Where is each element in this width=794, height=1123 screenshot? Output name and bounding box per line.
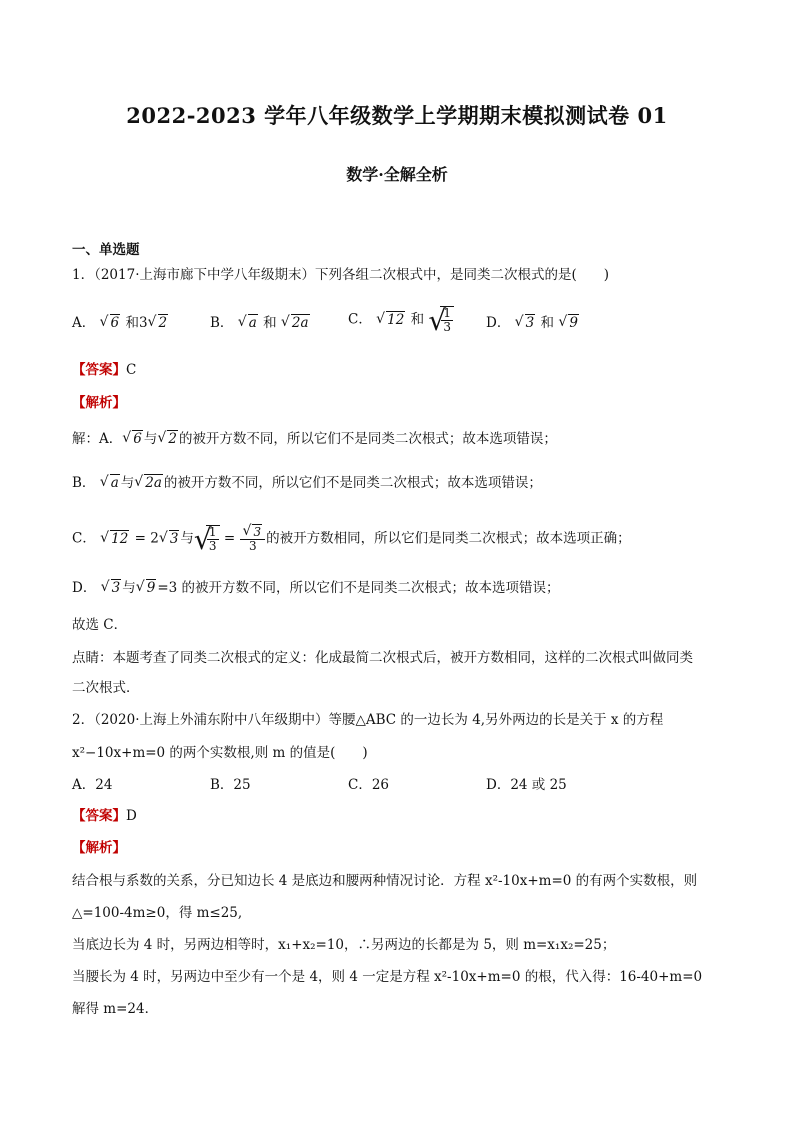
q1-sol-a-prefix: 解：A．: [72, 431, 123, 447]
q1-option-c-and: 和: [410, 311, 425, 328]
q1-sol-b-text: 的被开方数不同，所以它们不是同类二次根式；故本选项错误；: [163, 475, 542, 491]
q2-stem-line-2: x²−10x+m=0 的两个实数根,则 m 的值是( ): [72, 745, 368, 761]
q1-answer: [72, 360, 136, 380]
q2-option-a: A．24: [72, 777, 113, 793]
sqrt-6-sol: √ 6: [122, 429, 143, 449]
q1-analysis-label: 【解析】: [72, 395, 126, 411]
q2-option-d: D．24 或 25: [486, 777, 567, 793]
q1-sol-c-with: 与: [180, 530, 194, 547]
q1-solution-c: C． √ 12 = 2√ 3 与 √ $\frac{1}{3}$ = √ $\frac{3}{3}$ 的被开方数相同，所以它们是同类二次根式；故本选项正确；: [72, 525, 631, 553]
sqrt-9: √ 9: [558, 313, 579, 333]
q2-option-c: C．26: [348, 777, 390, 793]
sqrt-6: √ 6: [100, 313, 121, 333]
page-subtitle: 数学·全解全析: [346, 165, 448, 184]
q2-answer-value: D: [126, 808, 137, 824]
sqrt-12: √ 12: [376, 310, 405, 330]
q1-option-b-and: 和: [263, 315, 277, 331]
sqrt-a: √ a: [238, 313, 258, 333]
q2-answer: [72, 806, 137, 826]
q1-sol-d-with: 与: [122, 580, 136, 596]
page-title: 2022-2023 学年八年级数学上学期期末模拟测试卷 01: [126, 103, 668, 128]
q1-comment-line-1: 点睛：本题考查了同类二次根式的定义：化成最简二次根式后，被开方数相同，这样的二次根式叫做同类: [72, 650, 693, 666]
q1-solution-d: [72, 578, 560, 598]
q1-analysis-tag: [72, 393, 126, 413]
q1-option-d-and: 和: [540, 315, 555, 331]
sqrt-3-sol-d: √ 3: [101, 578, 122, 598]
q1-solution-b: [72, 473, 542, 493]
q1-option-c: [348, 306, 454, 334]
q2-solution-line-3: 当底边长为 4 时，另两边相等时，x₁+x₂=10，∴另两边的长都是为 5，则 m=x₁x₂=25；: [72, 937, 616, 953]
q1-option-c-label: C．: [348, 311, 372, 328]
sqrt-2: √ 2: [148, 313, 169, 333]
sqrt-2a-sol: √ 2a: [134, 473, 163, 493]
q1-sol-c-text: 的被开方数相同，所以它们是同类二次根式；故本选项正确；: [266, 530, 631, 547]
q1-choose: 故选 C．: [72, 617, 128, 633]
q2-solution-line-4: 当腰长为 4 时，另两边中至少有一个是 4，则 4 一定是方程 x²-10x+m=0 的根，代入得：16-40+m=0: [72, 969, 703, 985]
q1-option-d: [486, 313, 580, 333]
sqrt-3: √ 3: [515, 313, 536, 333]
q1-option-b: [210, 313, 311, 333]
q1-answer-value: C: [126, 362, 137, 378]
q1-sol-b-with: 与: [120, 475, 135, 491]
q2-option-b: B．25: [210, 777, 251, 793]
q1-answer-tag: 【答案】: [72, 362, 126, 378]
q1-comment-line-2: 二次根式．: [72, 680, 140, 696]
q1-solution-a: [72, 429, 557, 449]
q1-sol-d-text: =3 的被开方数不同，所以它们不是同类二次根式；故本选项错误；: [157, 580, 560, 596]
sqrt-a-sol: √ a: [100, 473, 120, 493]
q1-sol-a-text: 的被开方数不同，所以它们不是同类二次根式；故本选项错误；: [178, 431, 557, 447]
q2-answer-tag: 【答案】: [72, 808, 126, 824]
sqrt-12-sol: √ 12: [100, 529, 129, 549]
q2-stem-line-1: 2．（2020·上海上外浦东附中八年级期中）等腰△ABC 的一边长为 4,另外两边的长是关于 x 的方程: [72, 712, 664, 728]
q1-option-a: A． √ 6 和3√ 2: [72, 313, 169, 333]
section-heading: 一、单选题: [72, 242, 140, 258]
q1-sol-c-prefix: C．: [72, 530, 96, 547]
q1-option-a-and: 和: [125, 315, 139, 331]
q1-stem: 1．（2017·上海市廊下中学八年级期末）下列各组二次根式中，是同类二次根式的是( ): [72, 267, 610, 283]
q2-analysis-label: 【解析】: [72, 840, 126, 856]
q1-option-b-label: B．: [210, 315, 234, 331]
sqrt-one-third-sol: √ $\frac{1}{3}$: [194, 525, 220, 553]
q2-solution-line-1: 结合根与系数的关系，分已知边长 4 是底边和腰两种情况讨论．方程 x²-10x+m=0 的有两个实数根，则: [72, 873, 698, 889]
q1-sol-a-with: 与: [143, 431, 158, 447]
sqrt3-over-3: √ $\frac{3}{3}$: [240, 526, 265, 553]
q2-solution-line-5: 解得 m=24．: [72, 1001, 159, 1017]
q1-option-d-label: D．: [486, 315, 511, 331]
sqrt-9-sol: √ 9: [136, 578, 157, 598]
sqrt-3-sol: √ 3: [159, 529, 180, 549]
sqrt-2-sol: √ 2: [157, 429, 178, 449]
q2-analysis-tag: [72, 838, 126, 858]
sqrt-one-third: √ $\frac{1}{3}$: [428, 306, 454, 334]
q1-sol-b-prefix: B．: [72, 475, 96, 491]
q1-option-a-label: A．: [72, 315, 96, 331]
q1-sol-d-prefix: D．: [72, 580, 97, 596]
q2-solution-line-2: △=100-4m≥0，得 m≤25,: [72, 905, 243, 921]
sqrt-2a: √ 2a: [281, 313, 310, 333]
